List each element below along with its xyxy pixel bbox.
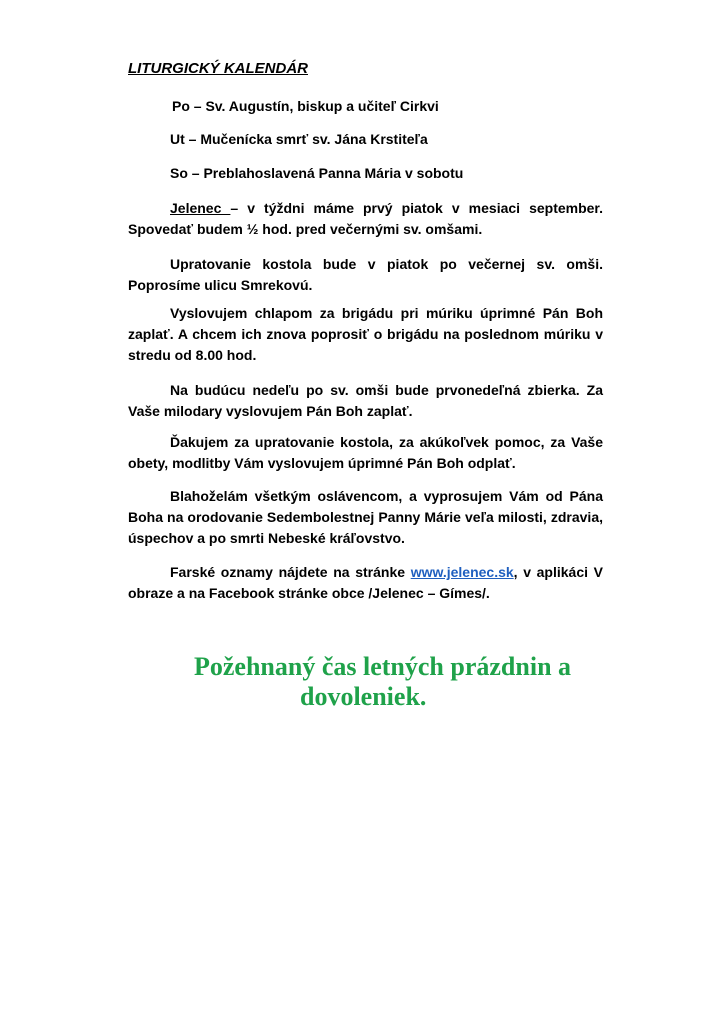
announcements-text-after: , v aplikáci V obraze a na Facebook stránke obce /Jelenec – Gímes/. xyxy=(128,564,603,601)
parish-website-link[interactable]: www.jelenec.sk xyxy=(410,564,514,580)
jelenec-text: – v týždni máme prvý piatok v mesiaci september. Spovedať budem ½ hod. pred večernými sv. omšami. xyxy=(128,200,603,237)
thanks-paragraph: Ďakujem za upratovanie kostola, za akúkoľvek pomoc, za Vaše obety, modlitby Vám vyslovujem úprimné Pán Boh odplať. xyxy=(128,434,603,471)
calendar-entry-tuesday: Ut – Mučenícka smrť sv. Jána Krstiteľa xyxy=(170,131,428,147)
calendar-entry-saturday: So – Preblahoslavená Panna Mária v sobotu xyxy=(170,165,464,181)
brigade-paragraph: Vyslovujem chlapom za brigádu pri múriku úprimné Pán Boh zaplať. A chcem ich znova poprosiť o brigádu na poslednom múriku v stredu od 8.00 hod. xyxy=(128,305,603,363)
liturgical-calendar-heading: LITURGICKÝ KALENDÁR xyxy=(128,60,308,77)
collection-paragraph: Na budúcu nedeľu po sv. omši bude prvonedeľná zbierka. Za Vaše milodary vyslovujem Pán Boh zaplať. xyxy=(128,382,603,419)
announcements-text-before: Farské oznamy nájdete na stránke xyxy=(170,564,411,580)
jelenec-label: Jelenec xyxy=(170,200,231,216)
announcements-paragraph xyxy=(128,562,603,604)
congratulations-paragraph: Blahoželám všetkým oslávencom, a vyprosujem Vám od Pána Boha na orodovanie Sedembolestnej Panny Márie veľa milosti, zdravia, úspechov a po smrti Nebeské kráľovstvo. xyxy=(128,488,603,546)
jelenec-paragraph xyxy=(128,198,603,240)
blessing-text xyxy=(150,652,620,712)
blessing-line-1: Požehnaný čas letných prázdnin a xyxy=(194,652,572,681)
calendar-entry-monday: Po – Sv. Augustín, biskup a učiteľ Cirkvi xyxy=(172,98,439,114)
blessing-line-2: dovoleniek. xyxy=(300,682,427,711)
cleaning-paragraph: Upratovanie kostola bude v piatok po večernej sv. omši. Poprosíme ulicu Smrekovú. xyxy=(128,256,603,293)
